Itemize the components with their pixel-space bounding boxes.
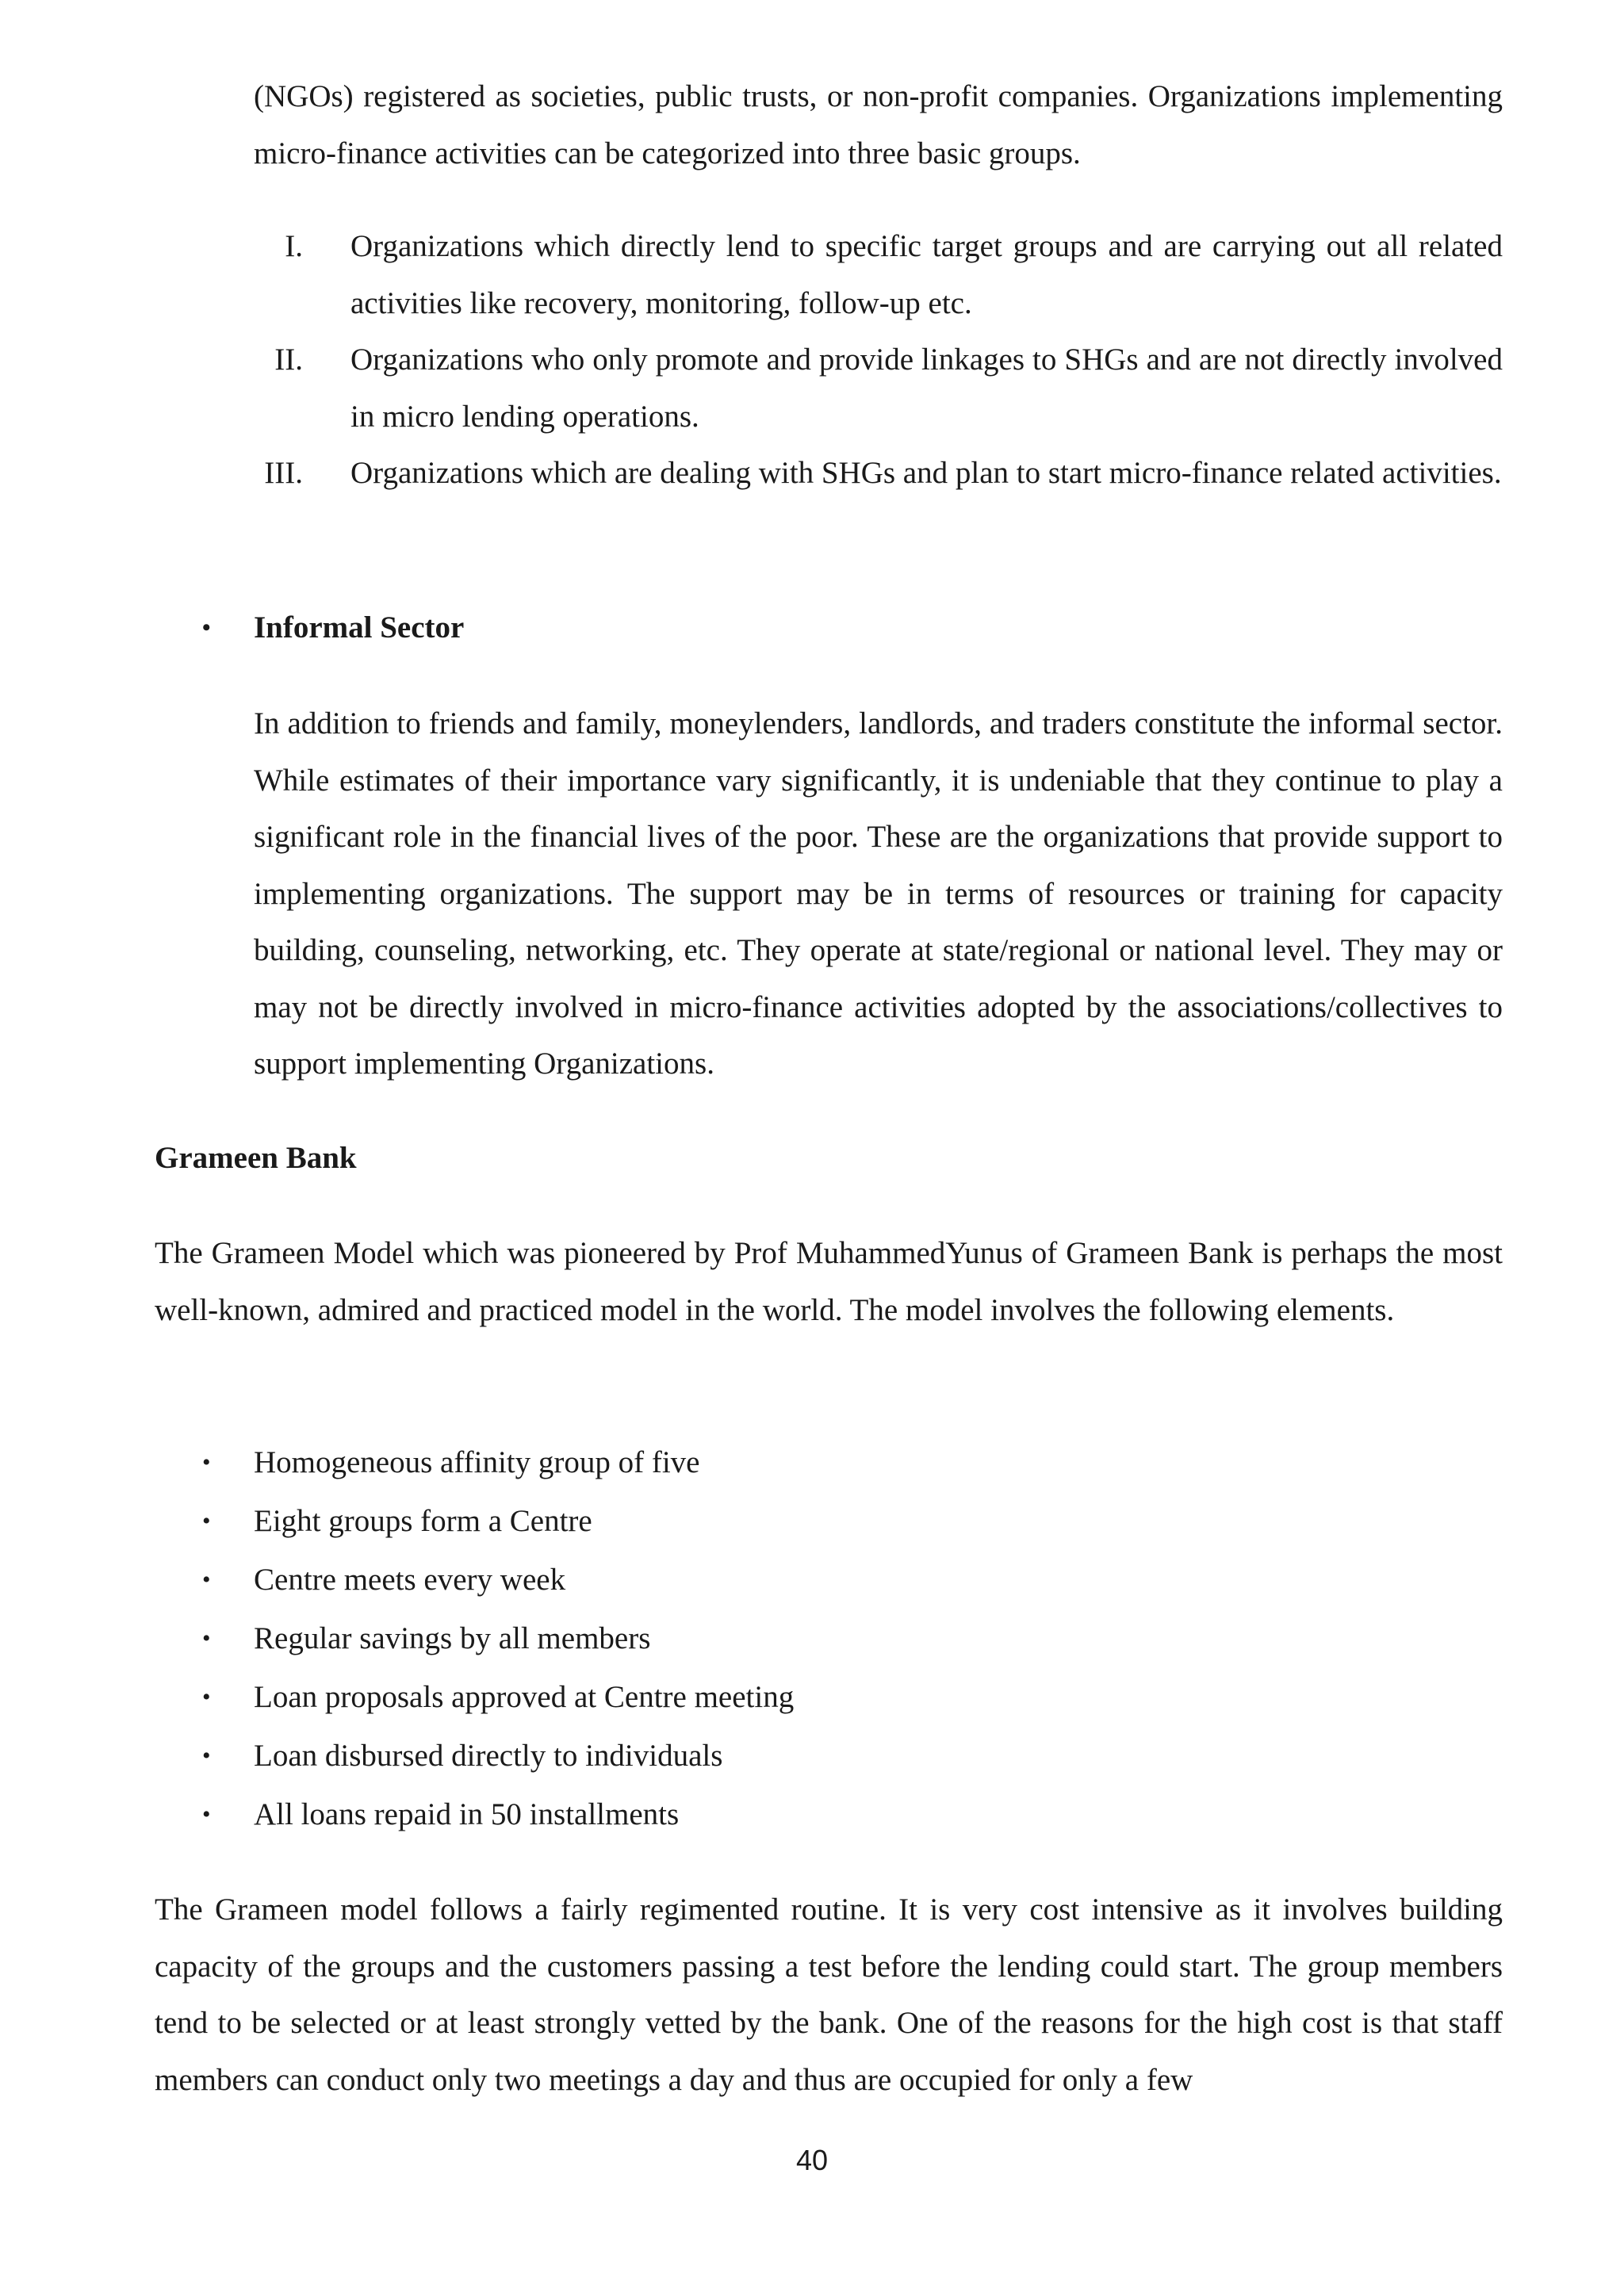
bullet-icon: •: [202, 1801, 211, 1827]
list-item: [254, 445, 1503, 502]
list-item-text: Centre meets every week: [254, 1563, 566, 1597]
list-item: [254, 218, 1503, 331]
list-item: [202, 1668, 1503, 1727]
list-item: [202, 1609, 1503, 1668]
roman-numeral: III.: [264, 456, 303, 490]
list-item: [254, 331, 1503, 445]
page-number: 40: [795, 2144, 829, 2176]
list-item: [202, 1551, 1503, 1609]
bullet-icon: •: [202, 1625, 211, 1651]
bullet-icon: •: [202, 1743, 211, 1769]
grameen-closing-paragraph: The Grameen model follows a fairly regimented routine. It is very cost intensive as it involves building capacity of the groups and the customers passing a test before the lending could start. The group members tend to be selected or at least strongly vetted by the bank. One of the reasons for the high cost is that staff members can conduct only two meetings a day and thus are occupied for only a few: [155, 1892, 1503, 2097]
list-item-text: Eight groups form a Centre: [254, 1504, 592, 1538]
list-item-text: All loans repaid in 50 installments: [254, 1797, 680, 1831]
list-item-text: Organizations which are dealing with SHGs and plan to start micro-finance related activities.: [350, 456, 1502, 490]
grameen-bank-heading: Grameen Bank: [155, 1141, 357, 1175]
list-item: [202, 1785, 1503, 1844]
organization-groups-list: [254, 218, 1503, 502]
bullet-icon: •: [202, 1567, 211, 1593]
list-item-text: Regular savings by all members: [254, 1621, 651, 1655]
list-item: [202, 1433, 1503, 1492]
intro-paragraph: (NGOs) registered as societies, public trusts, or non-profit companies. Organizations implementing micro-finance activities can be categorized into three basic groups.: [254, 79, 1503, 170]
list-item-text: Organizations who only promote and provide linkages to SHGs and are not directly involved in micro lending operations.: [350, 342, 1503, 434]
bullet-icon: •: [202, 1684, 211, 1710]
grameen-elements-list: [202, 1433, 1503, 1844]
list-item: [202, 1727, 1503, 1785]
grameen-intro-paragraph: The Grameen Model which was pioneered by Prof MuhammedYunus of Grameen Bank is perhaps the most well-known, admired and practiced model in the world. The model involves the following elements.: [155, 1236, 1503, 1327]
list-item-text: Loan disbursed directly to individuals: [254, 1739, 723, 1773]
bullet-icon: •: [202, 1508, 211, 1534]
list-item-text: Loan proposals approved at Centre meeting: [254, 1680, 795, 1714]
roman-numeral: II.: [274, 342, 303, 377]
section-heading: Informal Sector: [254, 610, 465, 645]
list-item: [202, 1492, 1503, 1551]
roman-numeral: I.: [285, 229, 303, 263]
list-item-text: Homogeneous affinity group of five: [254, 1445, 700, 1479]
bullet-icon: •: [202, 614, 211, 641]
list-item-text: Organizations which directly lend to specific target groups and are carrying out all related activities like recovery, monitoring, follow-up etc.: [350, 229, 1503, 320]
informal-sector-paragraph: In addition to friends and family, moneylenders, landlords, and traders constitute the informal sector. While estimates of their importance vary significantly, it is undeniable that they continue to play a significant role in the financial lives of the poor. These are the organizations that provide support to implementing organizations. The support may be in terms of resources or training for capacity building, counseling, networking, etc. They operate at state/regional or national level. They may or may not be directly involved in micro-finance activities adopted by the associations/collectives to support implementing Organizations.: [254, 706, 1503, 1081]
bullet-icon: •: [202, 1449, 211, 1475]
